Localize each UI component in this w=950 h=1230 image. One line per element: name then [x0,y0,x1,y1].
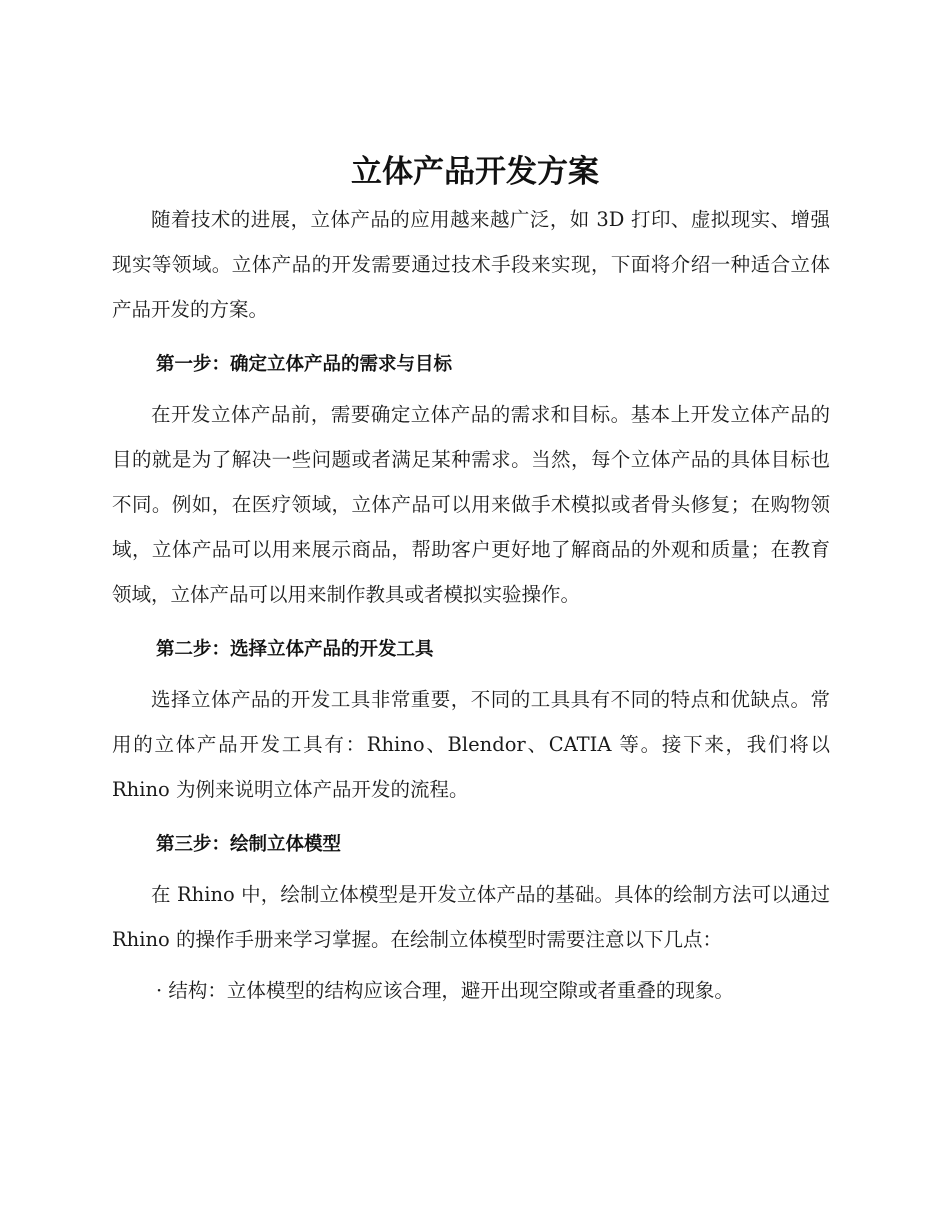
section-1-heading: 第一步：确定立体产品的需求与目标 [156,354,453,375]
section-3-heading: 第三步：绘制立体模型 [156,834,342,855]
section-2-body: 选择立体产品的开发工具非常重要，不同的工具具有不同的特点和优缺点。常用的立体产品开发工具有：Rhino、Blendor、CATIA 等。接下来，我们将以 Rhino 为例来说明立体产品开发的流程。 [112,688,830,801]
document-title: 立体产品开发方案 [351,154,599,190]
section-1-body: 在开发立体产品前，需要确定立体产品的需求和目标。基本上开发立体产品的目的就是为了解决一些问题或者满足某种需求。当然，每个立体产品的具体目标也不同。例如，在医疗领域，立体产品可以用来做手术模拟或者骨头修复；在购物领域，立体产品可以用来展示商品，帮助客户更好地了解商品的外观和质量；在教育领域，立体产品可以用来制作教具或者模拟实验操作。 [112,403,830,606]
section-3-body: 在 Rhino 中，绘制立体模型是开发立体产品的基础。具体的绘制方法可以通过 Rhino 的操作手册来学习掌握。在绘制立体模型时需要注意以下几点： [112,883,830,951]
section-2-heading: 第二步：选择立体产品的开发工具 [156,639,434,660]
document-body [112,197,830,1013]
intro-paragraph: 随着技术的进展，立体产品的应用越来越广泛，如 3D 打印、虚拟现实、增强现实等领域。立体产品的开发需要通过技术手段来实现，下面将介绍一种适合立体产品开发的方案。 [112,208,830,321]
section-3-bullet: · 结构：立体模型的结构应该合理，避开出现空隙或者重叠的现象。 [156,979,734,1002]
